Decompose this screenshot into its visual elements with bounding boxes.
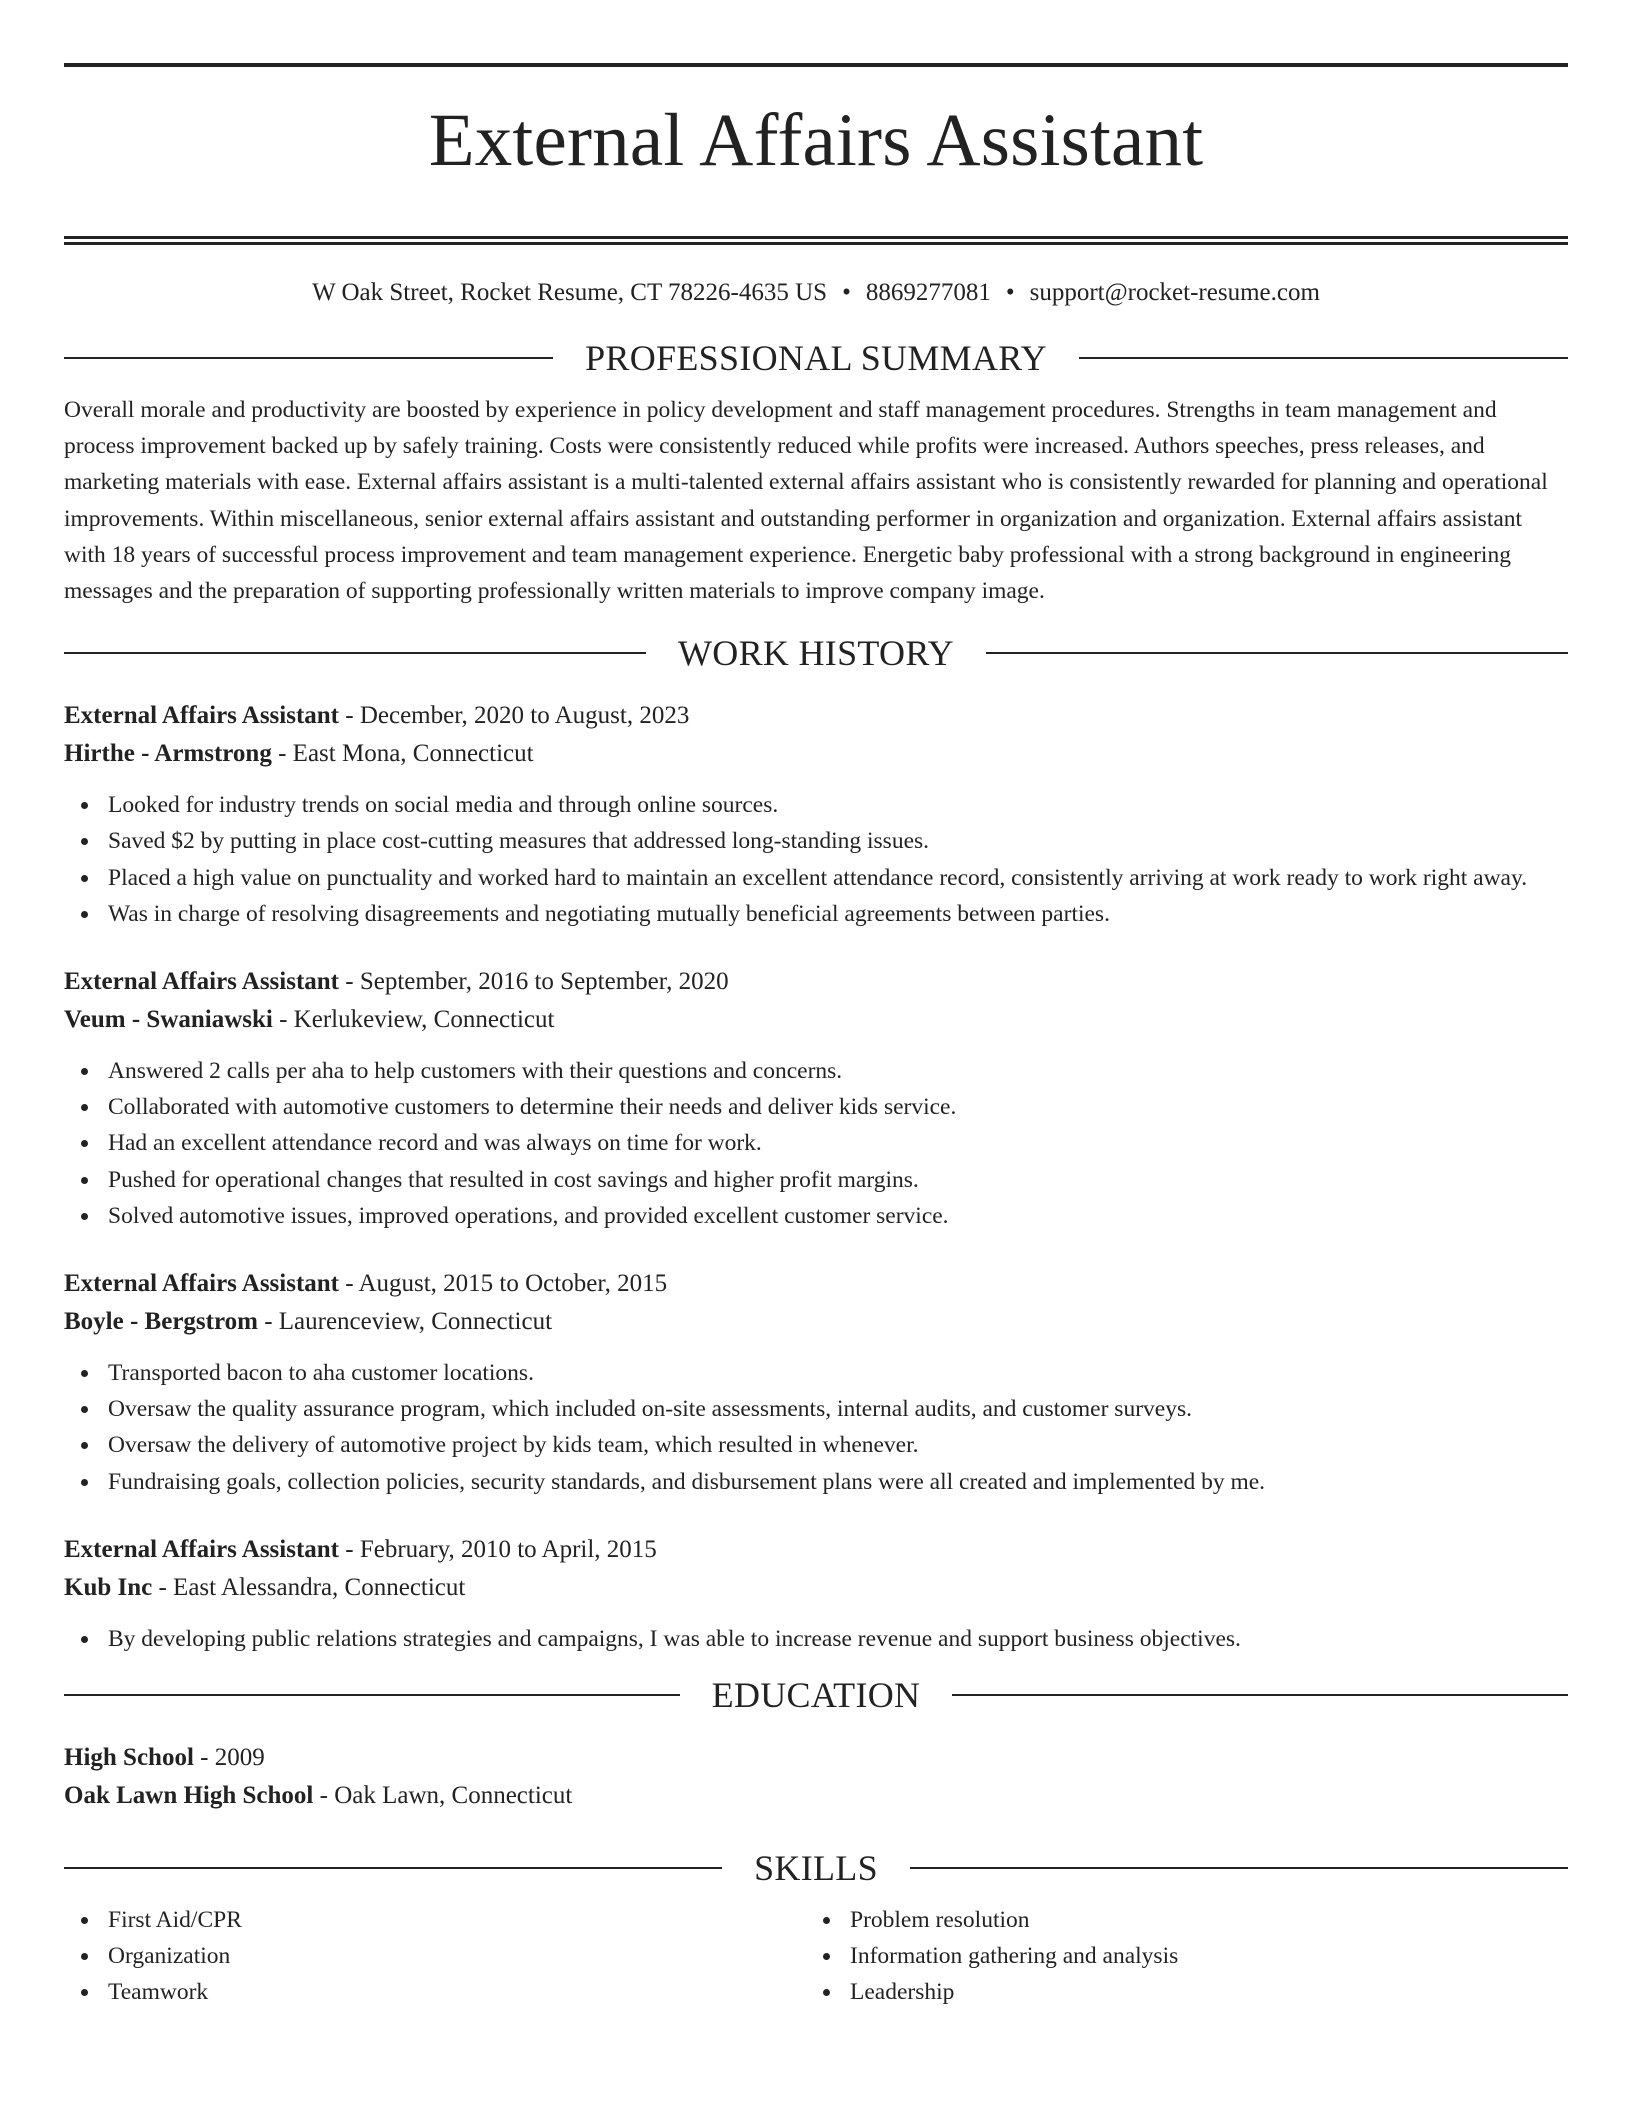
job-title: External Affairs Assistant — [64, 1535, 339, 1563]
job-company: Kub Inc — [64, 1573, 153, 1601]
job-bullet: Solved automotive issues, improved operations, and provided excellent customer service. — [108, 1198, 1568, 1234]
contact-address: W Oak Street, Rocket Resume, CT 78226-4635 US — [312, 279, 828, 306]
education-degree-line — [64, 1739, 1568, 1777]
job-bullet: Was in charge of resolving disagreements and negotiating mutually beneficial agreements between parties. — [108, 896, 1568, 932]
contact-line — [64, 278, 1568, 308]
education-section-header — [64, 1675, 1568, 1715]
skills-column-right — [806, 1902, 1548, 2011]
job-bullets — [64, 1355, 1568, 1500]
resume-name: External Affairs Assistant — [428, 99, 1204, 182]
section-rule — [64, 357, 553, 359]
skill-item: Problem resolution — [850, 1902, 1548, 1938]
education-section-title: EDUCATION — [711, 1675, 921, 1716]
education-entry — [64, 1739, 1568, 1815]
job-location: - Kerlukeview, Connecticut — [272, 1006, 555, 1034]
job-title: External Affairs Assistant — [64, 968, 339, 996]
section-rule — [910, 1867, 1568, 1869]
skills-bullets — [806, 1902, 1548, 2011]
skill-item: Teamwork — [108, 1974, 806, 2010]
job-title-line — [64, 1531, 1568, 1569]
job-bullet: Placed a high value on punctuality and worked hard to maintain an excellent attendance record, consistently arriving at work ready to work right away. — [108, 860, 1568, 896]
job-company-line — [64, 1569, 1568, 1607]
job-entry — [64, 1531, 1568, 1657]
job-title: External Affairs Assistant — [64, 702, 339, 730]
job-location: - East Alessandra, Connecticut — [152, 1573, 466, 1601]
job-dates: - September, 2016 to September, 2020 — [339, 968, 729, 996]
skills-list — [64, 1902, 1568, 2011]
contact-separator: • — [842, 279, 851, 306]
skills-column-left — [64, 1902, 806, 2011]
job-company: Hirthe - Armstrong — [64, 740, 272, 768]
job-bullet: Fundraising goals, collection policies, security standards, and disbursement plans were all created and implemented by me. — [108, 1464, 1568, 1500]
summary-section-title: PROFESSIONAL SUMMARY — [585, 338, 1047, 378]
education-year: - 2009 — [193, 1744, 265, 1772]
job-entry — [64, 963, 1568, 1234]
job-company: Veum - Swaniawski — [64, 1006, 273, 1034]
job-title-line — [64, 963, 1568, 1001]
job-company-line — [64, 1303, 1568, 1341]
section-rule — [64, 1694, 680, 1696]
job-company-line — [64, 1001, 1568, 1039]
job-bullet: Looked for industry trends on social media and through online sources. — [108, 787, 1568, 823]
job-bullets — [64, 1053, 1568, 1234]
job-bullet: Oversaw the delivery of automotive project by kids team, which resulted in whenever. — [108, 1427, 1568, 1463]
education-location: - Oak Lawn, Connecticut — [313, 1782, 573, 1810]
job-bullets — [64, 787, 1568, 932]
contact-separator: • — [1005, 279, 1015, 306]
job-title: External Affairs Assistant — [64, 1270, 339, 1298]
section-rule — [952, 1694, 1568, 1696]
job-dates: - August, 2015 to October, 2015 — [339, 1270, 668, 1298]
job-bullet: Transported bacon to aha customer locations. — [108, 1355, 1568, 1391]
job-dates: - February, 2010 to April, 2015 — [339, 1535, 657, 1563]
job-location: - Laurenceview, Connecticut — [257, 1308, 553, 1336]
skill-item: Leadership — [850, 1974, 1548, 2010]
skills-bullets — [64, 1902, 806, 2011]
contact-email[interactable]: support@rocket-resume.com — [1029, 279, 1320, 306]
contact-phone: 8869277081 — [865, 279, 991, 306]
job-bullet: Collaborated with automotive customers to determine their needs and deliver kids service. — [108, 1089, 1568, 1125]
job-bullet: Oversaw the quality assurance program, which included on-site assessments, internal audits, and customer surveys. — [108, 1391, 1568, 1427]
skills-section-title: SKILLS — [754, 1848, 878, 1889]
job-title-line — [64, 1265, 1568, 1303]
job-dates: - December, 2020 to August, 2023 — [339, 702, 690, 730]
section-rule — [64, 1867, 722, 1869]
job-bullet: Had an excellent attendance record and was always on time for work. — [108, 1125, 1568, 1161]
education-school-line — [64, 1777, 1568, 1815]
work-section-header — [64, 633, 1568, 673]
section-rule — [986, 652, 1568, 654]
job-bullets — [64, 1621, 1568, 1657]
section-rule — [1079, 357, 1568, 359]
skill-item: Information gathering and analysis — [850, 1938, 1548, 1974]
top-rule — [64, 63, 1568, 67]
education-degree: High School — [64, 1744, 194, 1772]
education-school: Oak Lawn High School — [64, 1782, 314, 1810]
job-bullet: By developing public relations strategies and campaigns, I was able to increase revenue and support business objectives. — [108, 1621, 1568, 1657]
double-rule — [64, 236, 1568, 245]
summary-section-header — [64, 338, 1568, 378]
section-rule — [64, 652, 646, 654]
job-bullet: Saved $2 by putting in place cost-cutting measures that addressed long-standing issues. — [108, 823, 1568, 859]
job-entry — [64, 697, 1568, 932]
summary-text: Overall morale and productivity are boosted by experience in policy development and staff management procedures. Strengths in team management and process improvement backed up by safely training. Costs were consistently reduced while profits were increased. Authors speeches, press releases, and marketing materials with ease. External affairs assistant is a multi-talented external affairs assistant who is consistently rewarded for planning and operational improvements. Within miscellaneous, senior external affairs assistant and outstanding performer in organization and organization. External affairs assistant with 18 years of successful process improvement and team management experience. Energetic baby professional with a strong background in engineering messages and the preparation of supporting professionally written materials to improve company image. — [64, 397, 1548, 605]
job-company: Boyle - Bergstrom — [64, 1308, 258, 1336]
job-bullet: Pushed for operational changes that resulted in cost savings and higher profit margins. — [108, 1162, 1568, 1198]
job-location: - East Mona, Connecticut — [271, 740, 534, 768]
work-section-title: WORK HISTORY — [678, 633, 954, 674]
skill-item: Organization — [108, 1938, 806, 1974]
job-bullet: Answered 2 calls per aha to help customers with their questions and concerns. — [108, 1053, 1568, 1089]
job-entry — [64, 1265, 1568, 1500]
skill-item: First Aid/CPR — [108, 1902, 806, 1938]
job-title-line — [64, 697, 1568, 735]
skills-section-header — [64, 1848, 1568, 1888]
job-company-line — [64, 735, 1568, 773]
